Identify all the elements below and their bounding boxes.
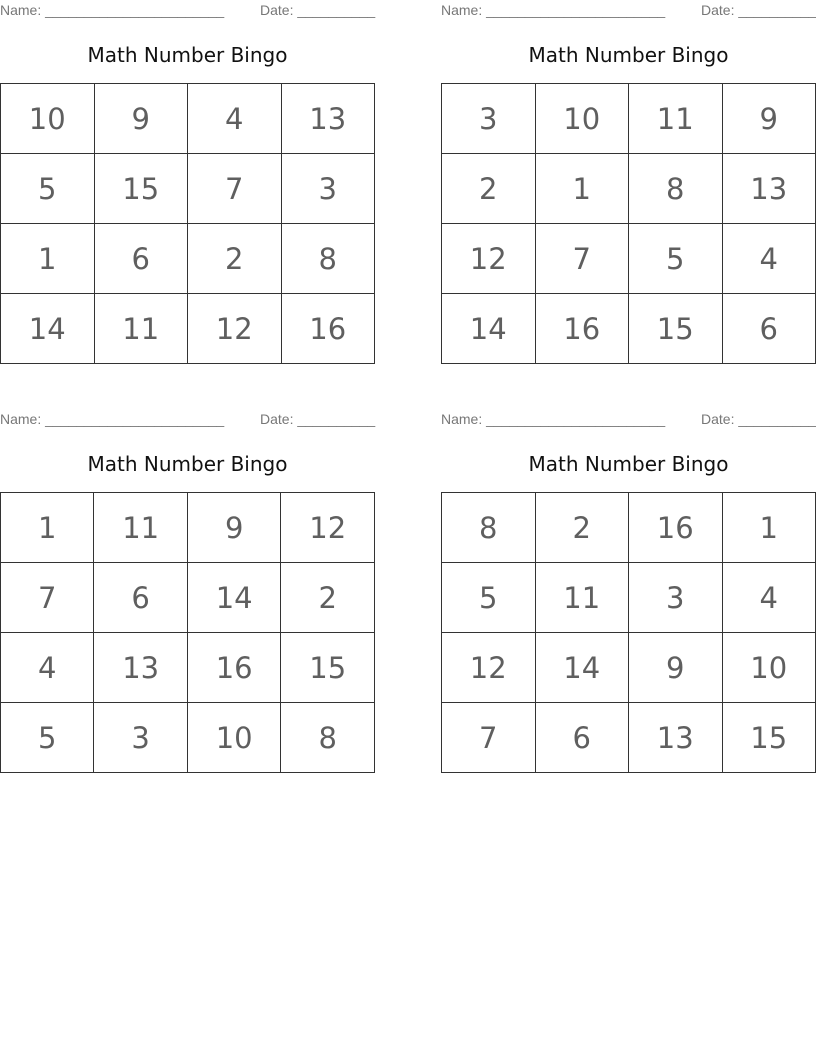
grid-cell: 6 — [94, 563, 188, 633]
grid-cell: 2 — [442, 154, 536, 224]
grid-cell: 4 — [1, 633, 94, 703]
grid-row — [442, 224, 816, 294]
grid-cell: 10 — [722, 633, 816, 703]
grid-cell: 1 — [1, 493, 94, 563]
grid-cell: 3 — [442, 84, 536, 154]
bingo-grid — [0, 83, 375, 364]
date-field-label: Date: __________ — [701, 411, 816, 427]
grid-cell: 3 — [94, 703, 188, 773]
grid-cell: 1 — [722, 493, 816, 563]
grid-cell: 8 — [442, 493, 536, 563]
grid-cell: 9 — [187, 493, 281, 563]
grid-cell: 11 — [94, 493, 188, 563]
grid-cell: 14 — [1, 294, 95, 364]
grid-cell: 2 — [535, 493, 629, 563]
grid-cell: 6 — [94, 224, 188, 294]
grid-cell: 16 — [187, 633, 281, 703]
grid-cell: 3 — [281, 154, 375, 224]
card-title: Math Number Bingo — [87, 43, 288, 67]
name-field-label: Name: _______________________ — [0, 2, 225, 18]
card-title: Math Number Bingo — [528, 43, 729, 67]
bingo-grid — [441, 83, 816, 364]
grid-cell: 12 — [281, 493, 375, 563]
grid-cell: 15 — [629, 294, 723, 364]
grid-cell: 4 — [188, 84, 282, 154]
grid-cell: 5 — [629, 224, 723, 294]
grid-cell: 2 — [188, 224, 282, 294]
grid-cell: 8 — [281, 224, 375, 294]
grid-cell: 5 — [1, 703, 94, 773]
grid-cell: 15 — [281, 633, 375, 703]
grid-cell: 14 — [535, 633, 629, 703]
grid-cell: 8 — [629, 154, 723, 224]
grid-row — [442, 703, 816, 773]
grid-cell: 16 — [281, 294, 375, 364]
grid-cell: 16 — [629, 493, 723, 563]
grid-row — [1, 294, 375, 364]
grid-row — [1, 493, 375, 563]
grid-row — [1, 703, 375, 773]
grid-cell: 14 — [187, 563, 281, 633]
grid-cell: 12 — [442, 633, 536, 703]
grid-cell: 13 — [629, 703, 723, 773]
grid-cell: 4 — [722, 224, 816, 294]
card-header — [441, 409, 816, 429]
grid-cell: 5 — [1, 154, 95, 224]
grid-cell: 7 — [188, 154, 282, 224]
grid-cell: 10 — [1, 84, 95, 154]
grid-row — [1, 154, 375, 224]
grid-cell: 2 — [281, 563, 375, 633]
grid-row — [1, 84, 375, 154]
grid-cell: 3 — [629, 563, 723, 633]
grid-cell: 16 — [535, 294, 629, 364]
grid-row — [442, 493, 816, 563]
grid-cell: 7 — [535, 224, 629, 294]
grid-cell: 13 — [94, 633, 188, 703]
grid-cell: 5 — [442, 563, 536, 633]
card-header — [0, 409, 375, 429]
grid-cell: 1 — [535, 154, 629, 224]
grid-row — [442, 294, 816, 364]
grid-cell: 13 — [722, 154, 816, 224]
name-field-label: Name: _______________________ — [441, 2, 666, 18]
grid-row — [1, 224, 375, 294]
date-field-label: Date: __________ — [260, 2, 376, 18]
grid-row — [1, 633, 375, 703]
grid-cell: 7 — [1, 563, 94, 633]
grid-cell: 14 — [442, 294, 536, 364]
grid-cell: 15 — [722, 703, 816, 773]
grid-cell: 11 — [94, 294, 188, 364]
grid-cell: 12 — [188, 294, 282, 364]
grid-cell: 1 — [1, 224, 95, 294]
date-field-label: Date: __________ — [701, 2, 816, 18]
grid-cell: 6 — [722, 294, 816, 364]
grid-cell: 8 — [281, 703, 375, 773]
grid-cell: 10 — [535, 84, 629, 154]
grid-row — [1, 563, 375, 633]
grid-cell: 11 — [629, 84, 723, 154]
grid-cell: 6 — [535, 703, 629, 773]
grid-row — [442, 154, 816, 224]
grid-cell: 15 — [94, 154, 188, 224]
grid-cell: 7 — [442, 703, 536, 773]
bingo-grid — [0, 492, 375, 773]
grid-cell: 9 — [94, 84, 188, 154]
grid-row — [442, 633, 816, 703]
grid-cell: 12 — [442, 224, 536, 294]
card-header — [0, 0, 375, 20]
grid-cell: 10 — [187, 703, 281, 773]
grid-row — [442, 84, 816, 154]
card-title: Math Number Bingo — [87, 452, 288, 476]
grid-cell: 9 — [722, 84, 816, 154]
name-field-label: Name: _______________________ — [0, 411, 225, 427]
card-header — [441, 0, 816, 20]
grid-cell: 13 — [281, 84, 375, 154]
card-title: Math Number Bingo — [528, 452, 729, 476]
grid-cell: 11 — [535, 563, 629, 633]
bingo-grid — [441, 492, 816, 773]
grid-cell: 9 — [629, 633, 723, 703]
name-field-label: Name: _______________________ — [441, 411, 666, 427]
grid-cell: 4 — [722, 563, 816, 633]
date-field-label: Date: __________ — [260, 411, 376, 427]
grid-row — [442, 563, 816, 633]
